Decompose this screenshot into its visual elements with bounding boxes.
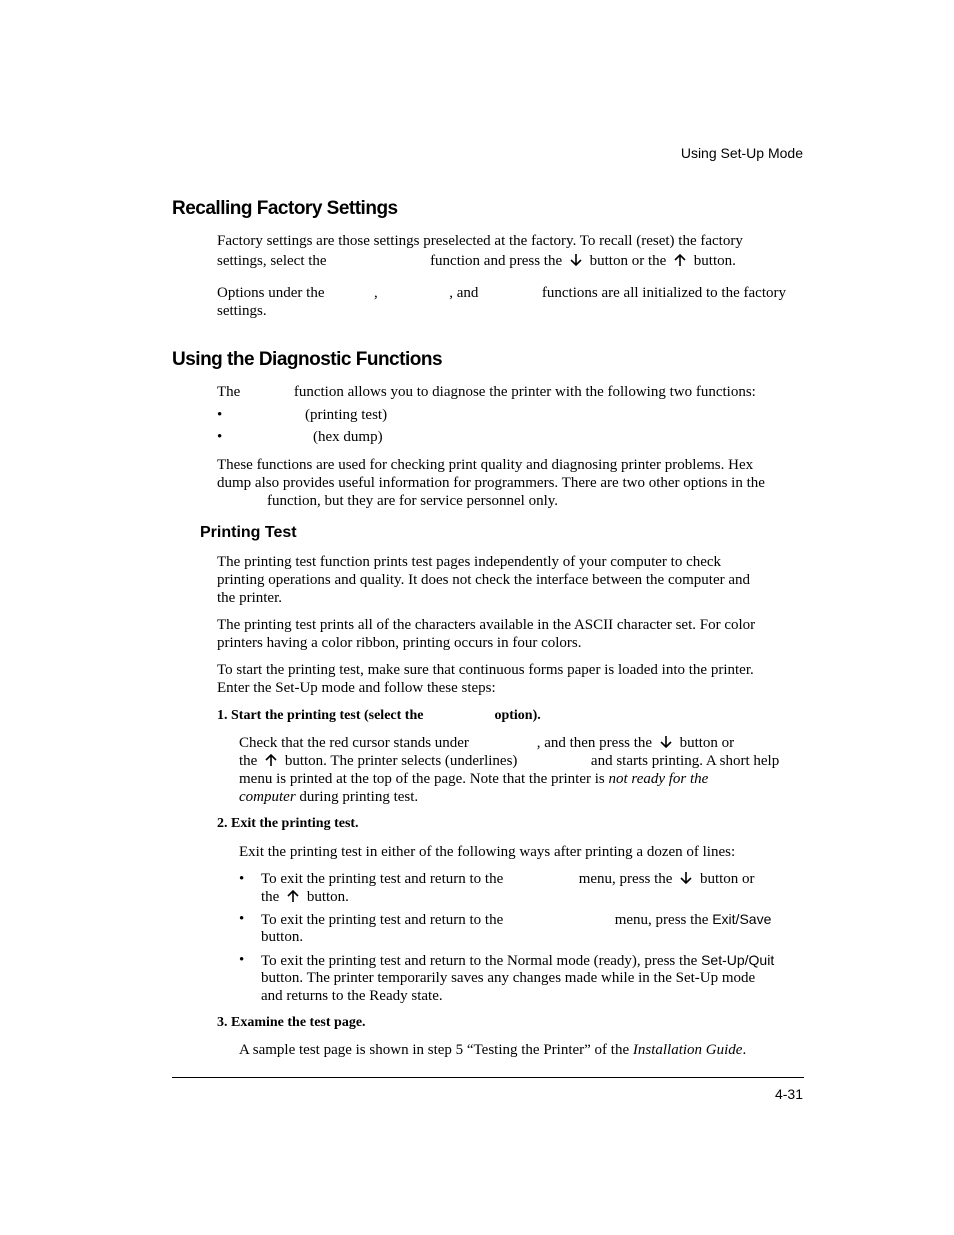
- diag-paragraph-line: dump also provides useful information for programmers. There are two other options in the: [217, 475, 765, 491]
- footer-rule: [172, 1077, 804, 1078]
- down-arrow-icon: [679, 871, 693, 885]
- text-fragment: functions are all initialized to the factory: [541, 285, 786, 301]
- section-title-recall: Recalling Factory Settings: [172, 198, 398, 219]
- recall-paragraph-line: [217, 252, 736, 270]
- text-fragment: option).: [494, 708, 541, 723]
- emphasis: Installation Guide: [632, 1042, 743, 1058]
- list-item-line: and returns to the Ready state.: [261, 988, 443, 1004]
- text-fragment: menu, press the: [614, 912, 709, 928]
- text-fragment: The: [217, 384, 241, 400]
- step-1-line: [239, 770, 708, 788]
- text-fragment: function allows you to diagnose the printer with the following two functions:: [293, 384, 756, 400]
- up-arrow-icon: [673, 253, 687, 267]
- down-arrow-icon: [569, 253, 583, 267]
- text-fragment: and starts printing. A short help: [590, 753, 780, 769]
- diag-paragraph-line: function, but they are for service personnel only.: [267, 493, 559, 509]
- diag-intro: [217, 383, 756, 401]
- text-fragment: ,: [373, 285, 378, 301]
- text-fragment: settings, select the: [217, 253, 327, 269]
- bullet: •: [239, 871, 245, 887]
- text-fragment: , and: [449, 285, 479, 301]
- pt-paragraph-line: The printing test prints all of the characters available in the ASCII character set. For color: [217, 617, 756, 633]
- pt-paragraph-line: Enter the Set-Up mode and follow these steps:: [217, 680, 496, 696]
- list-item: [239, 910, 772, 928]
- text-fragment: button.: [693, 253, 736, 269]
- text-fragment: [261, 951, 774, 970]
- recall-paragraph-line: Factory settings are those settings preselected at the factory. To recall (reset) the factory: [217, 233, 743, 249]
- diag-paragraph-line: These functions are used for checking print quality and diagnosing printer problems. Hex: [217, 457, 754, 473]
- text-fragment: To exit the printing test and return to the: [261, 871, 504, 887]
- section-title-diagnostic: Using the Diagnostic Functions: [172, 349, 443, 370]
- text-fragment: [261, 870, 755, 888]
- list-item: [239, 870, 755, 888]
- text-fragment: A sample test page is shown in step 5 “Testing the Printer” of the: [239, 1042, 630, 1058]
- bullet: •: [239, 911, 245, 927]
- step-3-line: [239, 1041, 746, 1059]
- step-1-line: [239, 734, 734, 752]
- text-fragment: button.: [306, 889, 349, 905]
- step-3-title: 3. Examine the test page.: [217, 1015, 366, 1030]
- bullet: •: [217, 429, 223, 445]
- text-fragment: button or: [699, 871, 755, 887]
- page-number: 4-31: [774, 1086, 803, 1102]
- list-item: [239, 951, 775, 969]
- bullet: •: [217, 407, 223, 423]
- up-arrow-icon: [264, 753, 278, 767]
- emphasis: computer: [239, 789, 296, 805]
- text-fragment: button or: [679, 735, 735, 751]
- text-fragment: the: [239, 753, 258, 769]
- step-1-line: [239, 788, 418, 806]
- running-header: Using Set-Up Mode: [680, 145, 803, 161]
- text-fragment: menu, press the: [578, 871, 673, 887]
- list-item: [217, 406, 388, 424]
- text-fragment: button. The printer selects (underlines): [284, 753, 518, 769]
- text-fragment: menu is printed at the top of the page. Note that the printer is: [239, 771, 605, 787]
- step-1-line: [239, 752, 779, 770]
- emphasis: not ready for the: [608, 771, 709, 787]
- exit-save-key-label: Exit/Save: [712, 911, 772, 927]
- text-fragment: button or the: [589, 253, 667, 269]
- text-fragment: To exit the printing test and return to the Normal mode (ready), press the: [261, 953, 698, 969]
- text-fragment: Options under the: [217, 285, 325, 301]
- down-arrow-icon: [659, 735, 673, 749]
- pt-paragraph-line: printers having a color ribbon, printing occurs in four colors.: [217, 635, 582, 651]
- list-item-line: [261, 888, 349, 906]
- pt-paragraph-line: printing operations and quality. It does not check the interface between the computer and: [217, 572, 751, 588]
- text-fragment: (hex dump): [313, 429, 383, 445]
- pt-paragraph-line: To start the printing test, make sure that continuous forms paper is loaded into the printer.: [217, 662, 754, 678]
- text-fragment: the: [261, 889, 280, 905]
- list-item: [217, 428, 383, 446]
- recall-paragraph-line: settings.: [217, 303, 267, 319]
- pt-paragraph-line: the printer.: [217, 590, 282, 606]
- list-item-line: button.: [261, 929, 304, 945]
- text-fragment: (printing test): [305, 407, 388, 423]
- recall-paragraph-line: [217, 284, 786, 302]
- step-2-title: 2. Exit the printing test.: [217, 816, 359, 831]
- text-fragment: 1. Start the printing test (select the: [217, 708, 424, 723]
- text-fragment: [261, 910, 771, 929]
- pt-paragraph-line: The printing test function prints test pages independently of your computer to check: [217, 554, 722, 570]
- text-fragment: , and then press the: [536, 735, 653, 751]
- bullet: •: [239, 952, 245, 968]
- text-fragment: Check that the red cursor stands under: [239, 735, 469, 751]
- text-fragment: To exit the printing test and return to the: [261, 912, 504, 928]
- step-1-title: [217, 708, 541, 724]
- list-item-line: button. The printer temporarily saves any changes made while in the Set-Up mode: [261, 970, 756, 986]
- setup-quit-key-label: Set-Up/Quit: [701, 952, 775, 968]
- step-2-line: Exit the printing test in either of the following ways after printing a dozen of lines:: [239, 844, 736, 860]
- text-fragment: .: [742, 1042, 747, 1058]
- text-fragment: function and press the: [430, 253, 563, 269]
- up-arrow-icon: [286, 889, 300, 903]
- subsection-title-printing-test: Printing Test: [200, 524, 297, 541]
- text-fragment: during printing test.: [299, 789, 419, 805]
